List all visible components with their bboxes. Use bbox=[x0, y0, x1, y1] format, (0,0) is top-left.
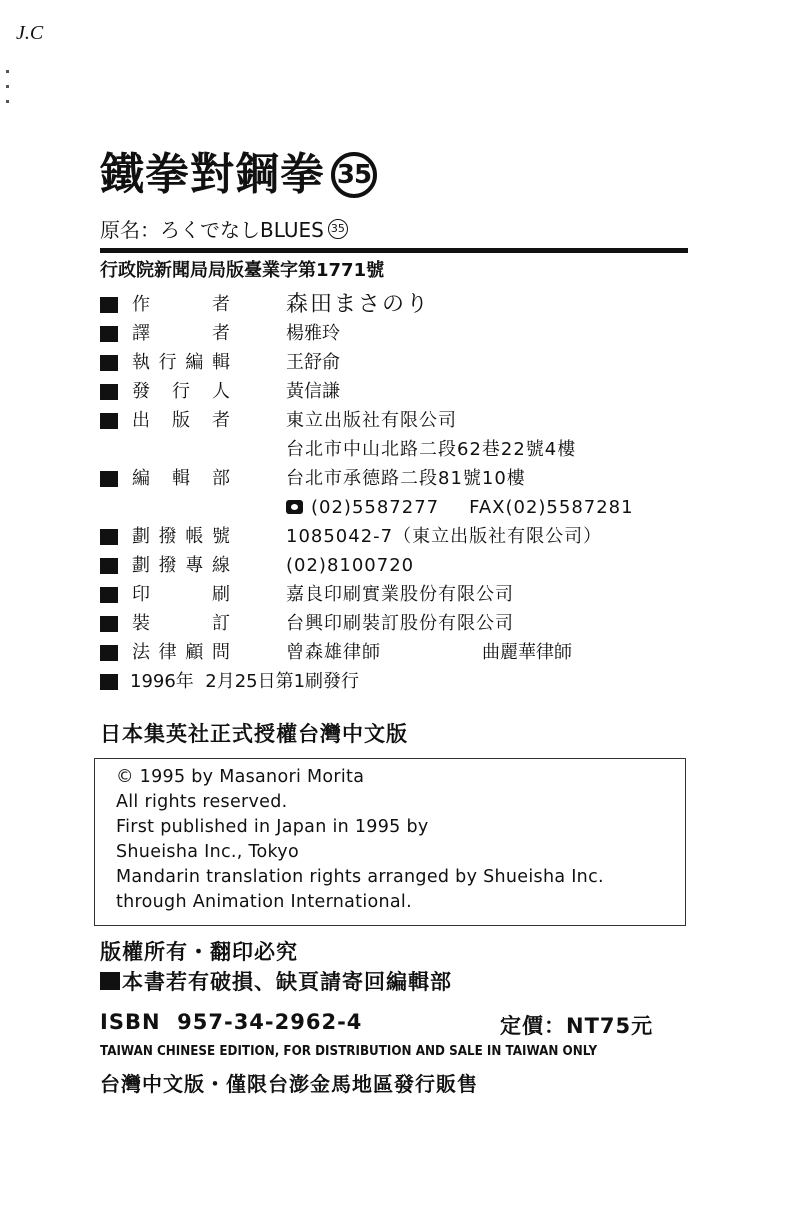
credit-row-editor bbox=[100, 348, 700, 377]
fax-number: FAX(02)5587281 bbox=[469, 497, 634, 518]
credit-label: 印 刷 bbox=[132, 584, 230, 605]
bullet-square-icon bbox=[100, 645, 118, 661]
bullet-square-icon bbox=[100, 529, 118, 545]
bullet-square-icon bbox=[100, 355, 118, 371]
credit-row-legal bbox=[100, 638, 700, 667]
distribution-notice: TAIWAN CHINESE EDITION, FOR DISTRIBUTION AND SALE IN TAIWAN ONLY bbox=[100, 1044, 598, 1059]
legal-advisor-1: 曾森雄律師 bbox=[286, 642, 381, 663]
credit-label: 法 律 顧 問 bbox=[132, 642, 230, 663]
issuer-name: 黃信謙 bbox=[286, 381, 340, 402]
credit-row-publisher-address bbox=[100, 435, 700, 464]
original-name bbox=[100, 214, 348, 243]
printer-name: 嘉良印刷實業股份有限公司 bbox=[286, 584, 514, 605]
credit-label: 劃 撥 帳 號 bbox=[132, 526, 230, 547]
title-row bbox=[100, 149, 377, 200]
editorial-address: 台北市承德路二段81號10樓 bbox=[286, 468, 526, 489]
credit-label: 執 行 編 輯 bbox=[132, 352, 230, 373]
credit-label: 出 版 者 bbox=[132, 410, 230, 431]
credit-row-publisher-person bbox=[100, 377, 700, 406]
damage-notice: 本書若有破損、缺頁請寄回編輯部 bbox=[122, 970, 452, 994]
publisher-address: 台北市中山北路二段62巷22號4樓 bbox=[286, 439, 577, 460]
credit-row-editorial bbox=[100, 464, 700, 493]
bullet-square-icon bbox=[100, 616, 118, 632]
credit-row-printer bbox=[100, 580, 700, 609]
credit-label: 譯 者 bbox=[132, 323, 230, 344]
editor-name: 王舒俞 bbox=[286, 352, 340, 373]
credit-row-publisher bbox=[100, 406, 700, 435]
copyright-line: © 1995 by Masanori Morita bbox=[116, 767, 365, 787]
copyright-box bbox=[94, 758, 686, 926]
divider bbox=[100, 248, 688, 253]
translator-name: 楊雅玲 bbox=[286, 323, 340, 344]
publish-date-row bbox=[100, 667, 700, 697]
rights-notice: 版權所有・翻印必究 bbox=[100, 940, 298, 964]
original-name-text: 原名：ろくでなしBLUES bbox=[100, 218, 324, 242]
copyright-line: Mandarin translation rights arranged by Shueisha Inc. bbox=[116, 867, 604, 887]
publish-date: 1996年 2月25日第1刷發行 bbox=[130, 671, 360, 692]
copyright-line: through Animation International. bbox=[116, 892, 412, 912]
credits-list bbox=[100, 290, 700, 697]
book-title: 鐵拳對鋼拳 bbox=[100, 149, 325, 200]
original-volume-badge: 35 bbox=[328, 219, 348, 239]
bullet-square-icon bbox=[100, 326, 118, 342]
credit-row-binder bbox=[100, 609, 700, 638]
credit-row-translator bbox=[100, 319, 700, 348]
bullet-square-icon bbox=[100, 297, 118, 313]
authorization-statement: 日本集英社正式授權台灣中文版 bbox=[100, 722, 408, 746]
publisher-name: 東立出版社有限公司 bbox=[286, 410, 457, 431]
telephone-icon bbox=[286, 500, 303, 514]
credit-row-giro-line bbox=[100, 551, 700, 580]
credit-row-author bbox=[100, 290, 700, 319]
phone-number: (02)5587277 bbox=[311, 497, 440, 518]
margin-marks bbox=[6, 70, 12, 120]
copyright-line: All rights reserved. bbox=[116, 792, 288, 812]
credit-row-contact bbox=[100, 493, 700, 522]
bullet-square-icon bbox=[100, 558, 118, 574]
corner-note: J.C bbox=[16, 22, 44, 44]
bullet-square-icon bbox=[100, 972, 120, 990]
binder-name: 台興印刷裝訂股份有限公司 bbox=[286, 613, 514, 634]
credit-label: 裝 訂 bbox=[132, 613, 230, 634]
credit-label: 作 者 bbox=[132, 294, 230, 315]
credit-label: 發 行 人 bbox=[132, 381, 230, 402]
damage-notice-row bbox=[100, 966, 452, 996]
giro-account: 1085042-7（東立出版社有限公司） bbox=[286, 526, 603, 547]
bullet-square-icon bbox=[100, 413, 118, 429]
price: 定價：NT75元 bbox=[500, 1014, 654, 1038]
bullet-square-icon bbox=[100, 471, 118, 487]
copyright-line: Shueisha Inc., Tokyo bbox=[116, 842, 299, 862]
volume-badge: 35 bbox=[331, 152, 377, 198]
giro-line: (02)8100720 bbox=[286, 555, 415, 576]
regional-sale-notice: 台灣中文版・僅限台澎金馬地區發行販售 bbox=[100, 1072, 478, 1096]
author-name: 森田まさのり bbox=[286, 292, 431, 317]
registration-number: 行政院新聞局局版臺業字第1771號 bbox=[100, 260, 385, 281]
contact-numbers bbox=[286, 493, 634, 522]
credit-label: 編 輯 部 bbox=[132, 468, 230, 489]
copyright-line: First published in Japan in 1995 by bbox=[116, 817, 429, 837]
isbn: ISBN 957-34-2962-4 bbox=[100, 1010, 363, 1034]
credit-label: 劃 撥 專 線 bbox=[132, 555, 230, 576]
credit-row-giro-account bbox=[100, 522, 700, 551]
bullet-square-icon bbox=[100, 674, 118, 690]
bullet-square-icon bbox=[100, 384, 118, 400]
bullet-square-icon bbox=[100, 587, 118, 603]
legal-advisor-2: 曲麗華律師 bbox=[482, 642, 572, 663]
